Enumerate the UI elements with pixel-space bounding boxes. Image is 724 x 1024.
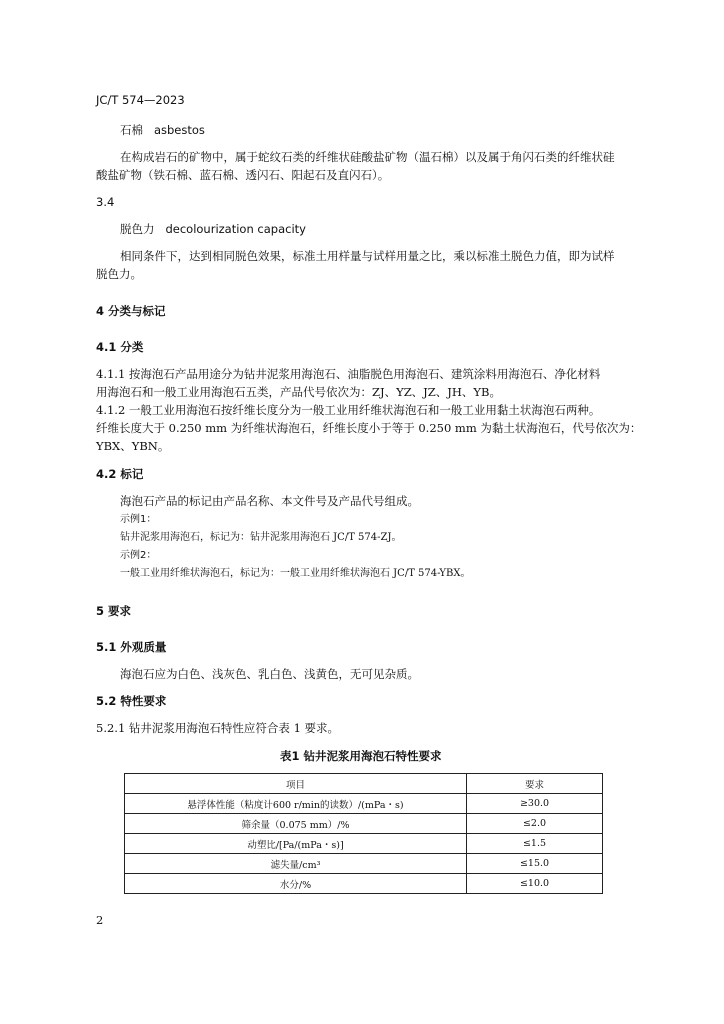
clause-4-1-2-line3: YBX、YBN。	[96, 439, 170, 453]
table-header-requirement: 要求	[467, 774, 603, 794]
table-cell-item: 筛余量（0.075 mm）/%	[125, 814, 467, 834]
clause-4-1-2-line2: 纤维长度大于 0.250 mm 为纤维状海泡石，纤维长度小于等于 0.250 mm 为黏土状海泡石，代号依次为：	[96, 421, 642, 435]
table-header-item: 项目	[125, 774, 467, 794]
term-cn: 石棉	[120, 123, 143, 137]
table-row	[125, 854, 603, 874]
clause-4-1-1-line2: 用海泡石和一般工业用海泡石五类，产品代号依次为：ZJ、YZ、JZ、JH、YB。	[96, 385, 501, 399]
table-cell-requirement: ≤2.0	[467, 814, 603, 834]
table-cell-requirement: ≤10.0	[467, 874, 603, 894]
clause-4-1-1-line1: 4.1.1 按海泡石产品用途分为钻井泥浆用海泡石、油脂脱色用海泡石、建筑涂料用海泡石、净化材料	[96, 367, 601, 381]
section-5-1-title: 5.1 外观质量	[96, 640, 167, 654]
term-cn: 脱色力	[120, 222, 155, 236]
example-2-text: 一般工业用纤维状海泡石，标记为：一般工业用纤维状海泡石 JC/T 574-YBX。	[120, 568, 471, 579]
term-decolor	[120, 221, 306, 237]
table-cell-item: 动塑比/[Pa/(mPa・s)]	[125, 834, 467, 854]
clause-4-1-2-line1: 4.1.2 一般工业用海泡石按纤维长度分为一般工业用纤维状海泡石和一般工业用黏土状海泡石两种。	[96, 403, 601, 417]
section-5-2-title: 5.2 特性要求	[96, 694, 167, 708]
table-header-row	[125, 774, 603, 794]
table-cell-requirement: ≤1.5	[467, 834, 603, 854]
table-row	[125, 834, 603, 854]
example-1-text: 钻井泥浆用海泡石，标记为：钻井泥浆用海泡石 JC/T 574-ZJ。	[120, 532, 402, 543]
clause-4-2-text: 海泡石产品的标记由产品名称、本文件号及产品代号组成。	[120, 494, 419, 508]
table-row	[125, 814, 603, 834]
definition-decolor-line1: 相同条件下，达到相同脱色效果，标准土用样量与试样用量之比，乘以标准土脱色力值，即为试样	[120, 249, 615, 263]
document-id: JC/T 574—2023	[96, 93, 185, 107]
section-4-1-title: 4.1 分类	[96, 340, 144, 354]
table-row	[125, 874, 603, 894]
term-asbestos	[120, 122, 205, 138]
table-1-caption: 表1 钻井泥浆用海泡石特性要求	[280, 749, 442, 763]
section-4-title: 4 分类与标记	[96, 304, 166, 318]
definition-asbestos-line1: 在构成岩石的矿物中，属于蛇纹石类的纤维状硅酸盐矿物（温石棉）以及属于角闪石类的纤维状硅	[120, 150, 615, 164]
example-2-label: 示例2：	[120, 550, 157, 561]
section-5-title: 5 要求	[96, 604, 132, 618]
clause-5-2-1-text: 5.2.1 钻井泥浆用海泡石特性应符合表 1 要求。	[96, 721, 340, 735]
term-en: decolourization capacity	[165, 222, 306, 236]
table-cell-requirement: ≥30.0	[467, 794, 603, 814]
clause-5-1-text: 海泡石应为白色、浅灰色、乳白色、浅黄色，无可见杂质。	[120, 667, 419, 681]
table-cell-item: 悬浮体性能（粘度计600 r/min的读数）/(mPa・s)	[125, 794, 467, 814]
table-1	[124, 773, 603, 894]
clause-number-3-4: 3.4	[96, 195, 115, 209]
table-cell-item: 滤失量/cm³	[125, 854, 467, 874]
table-cell-item: 水分/%	[125, 874, 467, 894]
page-number: 2	[96, 913, 104, 927]
definition-decolor-line2: 脱色力。	[96, 267, 142, 281]
term-en: asbestos	[153, 123, 205, 137]
section-4-2-title: 4.2 标记	[96, 467, 144, 481]
table-cell-requirement: ≤15.0	[467, 854, 603, 874]
example-1-label: 示例1：	[120, 514, 157, 525]
definition-asbestos-line2: 酸盐矿物（铁石棉、蓝石棉、透闪石、阳起石及直闪石）。	[96, 168, 390, 182]
table-row	[125, 794, 603, 814]
